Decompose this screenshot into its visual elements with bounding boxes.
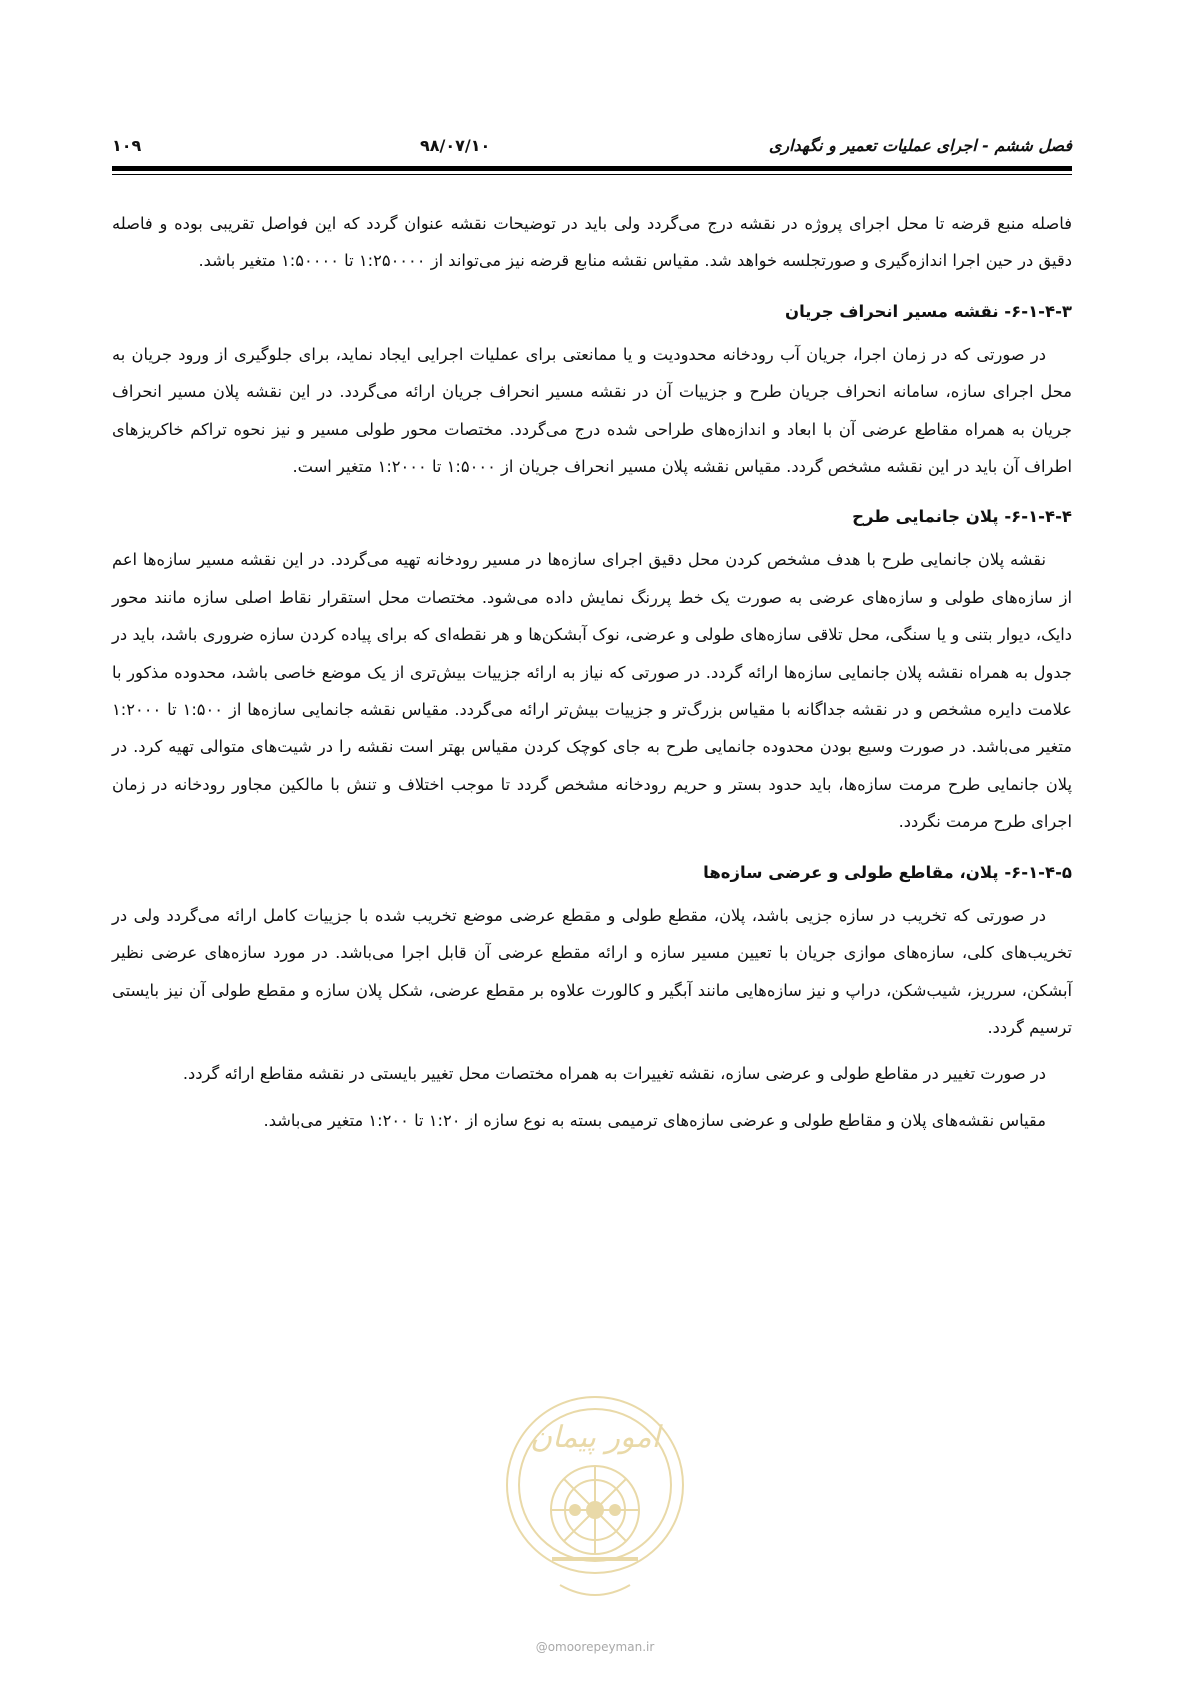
page-number: ۱۰۹	[112, 135, 142, 155]
page-header	[112, 131, 1072, 159]
paragraph-structure-sections-3: مقیاس نقشه‌های پلان و مقاطع طولی و عرضی سازه‌های ترمیمی بسته به نوع سازه از ۱:۲۰ تا ۱:۲۰۰ متغیر می‌باشد.	[263, 1110, 1046, 1130]
header-rule-thick	[112, 166, 1072, 171]
chapter-title: فصل ششم - اجرای عملیات تعمیر و نگهداری	[768, 135, 1072, 155]
paragraph-structure-sections-1: در صورتی که تخریب در سازه جزیی باشد، پلان، مقطع طولی و مقطع عرضی موضع تخریب شده با جزییات کامل ارائه می‌گردد ولی در تخریب‌های کلی، سازه‌های موازی جریان با تعیین مسیر سازه و ارائه مقطع عرضی آن قابل اجرا می‌باشد. در مورد سازه‌های عرضی نظیر آبشکن، سرریز، شیب‌شکن، دراپ و نیز سازه‌هایی مانند آبگیر و کالورت علاوه بر مقطع عرضی، شکل پلان سازه و مقطع طولی آن نیز بایستی ترسیم گردد.	[112, 905, 1072, 1037]
paragraph-flow-diversion: در صورتی که در زمان اجرا، جریان آب رودخانه محدودیت و یا ممانعتی برای عملیات اجرایی ایجاد نماید، برای جلوگیری از ورود جریان به محل اجرای سازه، سامانه انحراف جریان طرح و جزییات آن در نقشه مسیر انحراف جریان ارائه می‌گردد. در این نقشه پلان مسیر انحراف جریان به همراه مقاطع عرضی آن با ابعاد و اندازه‌های طراحی شده درج می‌گردد. مختصات محور طولی مسیر و نیز نحوه تراکم خاکریزهای اطراف آن باید در این نقشه مشخص گردد. مقیاس نقشه پلان مسیر انحراف جریان از ۱:۵۰۰۰ تا ۱:۲۰۰۰ متغیر است.	[112, 344, 1072, 477]
header-rule-thin	[112, 174, 1072, 175]
watermark-logo	[500, 1385, 690, 1615]
section-heading-flow-diversion: ۶-۱-۴-۳- نقشه مسیر انحراف جریان	[785, 301, 1072, 321]
intro-paragraph: فاصله منبع قرضه تا محل اجرای پروژه در نقشه درج می‌گردد ولی باید در توضیحات نقشه عنوان گردد که این فواصل تقریبی بوده و فاصله دقیق در حین اجرا اندازه‌گیری و صورتجلسه خواهد شد. مقیاس نقشه منابع قرضه نیز می‌تواند از ۱:۲۵۰۰۰۰ تا ۱:۵۰۰۰۰ متغیر باشد.	[112, 214, 1072, 271]
section-heading-structure-sections: ۶-۱-۴-۵- پلان، مقاطع طولی و عرضی سازه‌ها	[703, 862, 1072, 882]
watermark-logo-text: امور پیمان	[530, 1420, 660, 1455]
page-content	[112, 205, 1072, 1148]
paragraph-site-plan: نقشه پلان جانمایی طرح با هدف مشخص کردن محل دقیق اجرای سازه‌ها در مسیر رودخانه تهیه می‌گردد. در این نقشه مسیر سازه‌ها اعم از سازه‌های طولی و سازه‌های عرضی به صورت یک خط پررنگ نمایش داده می‌شود. مختصات محل استقرار نقاط اصلی سازه مانند محور دایک، دیوار بتنی و یا سنگی، محل تلاقی سازه‌های طولی و عرضی، نوک آبشکن‌ها و هر نقطه‌ای که برای پیاده کردن سازه ضروری باشد، باید در جدول به همراه نقشه پلان جانمایی سازه‌ها ارائه گردد. در صورتی که نیاز به ارائه جزییات بیش‌تری از یک موضع خاصی باشد، محدوده مذکور با علامت دایره مشخص و در نقشه جداگانه با مقیاس بزرگ‌تر و جزییات بیش‌تر ارائه می‌گردد. مقیاس نقشه جانمایی سازه‌ها از ۱:۵۰۰ تا ۱:۲۰۰۰ متغیر می‌باشد. در صورت وسیع بودن محدوده جانمایی طرح به جای کوچک کردن مقیاس بهتر است نقشه را در شیت‌های متوالی تهیه کرد. در پلان جانمایی طرح مرمت سازه‌ها، باید حدود بستر و حریم رودخانه مشخص گردد تا موجب اختلاف و تنش با مالکین مجاور رودخانه در زمان اجرای طرح مرمت نگردد.	[112, 550, 1073, 832]
watermark-site-url: @omoorepeyman.ir	[535, 1640, 655, 1654]
paragraph-structure-sections-2: در صورت تغییر در مقاطع طولی و عرضی سازه، نقشه تغییرات به همراه مختصات محل تغییر بایستی در نقشه مقاطع ارائه گردد.	[182, 1064, 1046, 1084]
section-heading-site-plan: ۶-۱-۴-۴- پلان جانمایی طرح	[852, 507, 1072, 527]
page-date: ۹۸/۰۷/۱۰	[419, 135, 491, 155]
